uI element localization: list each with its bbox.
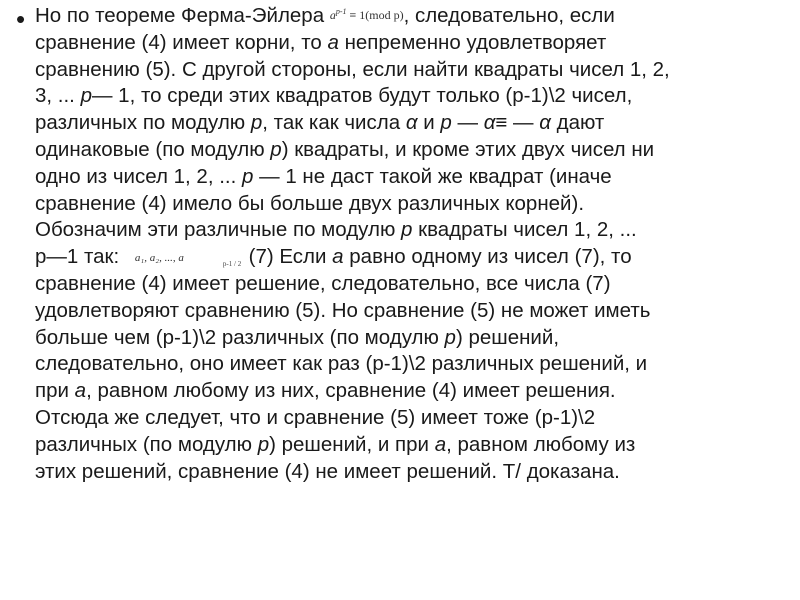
text-line [35, 83, 795, 110]
text-run: сравнение (4) имело бы больше двух различных корней). [35, 191, 585, 215]
math-variable: p [440, 111, 452, 135]
math-variable: α [405, 111, 418, 135]
math-variable: p [270, 137, 282, 161]
text-run: — 1 не даст такой же квадрат (иначе [253, 164, 612, 188]
text-run: дают [550, 111, 605, 135]
fermat-euler-formula: $a^{p-1} \equiv 1(mod$ p) [329, 7, 404, 23]
text-line [35, 3, 795, 30]
text-run: сравнение (4) имеет корни, то [35, 30, 328, 54]
math-variable: p [80, 84, 92, 108]
text-run: ) решений, и при [269, 432, 435, 456]
math-variable: a [434, 432, 447, 456]
text-line [35, 271, 795, 298]
text-run: Обозначим эти различные по модулю [35, 218, 402, 242]
text-run: — 1, то среди этих квадратов будут только (p-1)\2 чисел, [91, 84, 633, 108]
text-run: p—1 так: [35, 245, 125, 269]
math-variable: p [401, 218, 413, 242]
math-variable: p [242, 164, 254, 188]
text-line [35, 110, 795, 137]
math-variable: a [327, 30, 339, 54]
text-line [35, 378, 795, 405]
text-line [35, 137, 795, 164]
text-run: одно из чисел 1, 2, ... [35, 164, 243, 188]
text-run: Отсюда же следует, что и сравнение (5) имеет тоже (p-1)\2 [35, 405, 596, 429]
text-run: , так как числа [262, 111, 406, 135]
text-run: больше чем (p-1)\2 различных (по модулю [35, 325, 445, 349]
text-run: равно одному из чисел (7), то [343, 245, 632, 269]
math-variable: a [332, 245, 344, 269]
text-run: непременно удовлетворяет [338, 30, 607, 54]
text-run: при [35, 379, 75, 403]
text-run: этих решений, сравнение (4) не имеет решений. Т/ доказана. [35, 459, 620, 483]
text-line [35, 217, 795, 244]
text-run: ≡ — [495, 111, 540, 135]
math-variable: a [74, 379, 87, 403]
text-line [35, 432, 795, 459]
text-run: и [417, 111, 441, 135]
math-variable: p [250, 111, 263, 135]
text-line [35, 325, 795, 352]
text-line [35, 30, 795, 57]
residue-sequence-formula: a₁, a₂, ..., a p-1 / 2 [134, 251, 242, 268]
text-run: одинаковые (по модулю [35, 137, 271, 161]
text-line [35, 164, 795, 191]
text-run: следовательно, оно имеет как раз (p-1)\2 различных решений, и [35, 352, 648, 376]
text-run: квадраты чисел 1, 2, ... [412, 218, 637, 242]
math-variable: p [444, 325, 456, 349]
text-run: сравнение (4) имеет решение, следовательно, все числа (7) [35, 271, 611, 295]
text-run: , следовательно, если [403, 4, 615, 27]
text-run: удовлетворяют сравнению (5). Но сравнение (5) не может иметь [35, 298, 651, 322]
text-run: 3, ... [35, 84, 81, 108]
text-run: сравнению (5). С другой стороны, если найти квадраты чисел 1, 2, [35, 57, 670, 81]
text-line [35, 351, 795, 378]
math-variable: α [483, 111, 496, 135]
bullet-point: • [16, 4, 26, 34]
text-run: ) решений, [455, 325, 560, 349]
text-run: (7) Если [242, 245, 333, 269]
text-run: , равном любому из них, сравнение (4) имеет решения. [86, 379, 616, 403]
text-line [35, 244, 795, 271]
text-run: Но по теореме Ферма-Эйлера [35, 4, 330, 27]
text-run: — [451, 111, 484, 135]
text-line [35, 298, 795, 325]
math-variable: p [257, 432, 270, 456]
text-run: , равном любому из [446, 432, 636, 456]
text-run: ) квадраты, и кроме этих двух чисел ни [281, 137, 655, 161]
text-line [35, 191, 795, 218]
math-variable: α [539, 111, 551, 135]
text-line [35, 459, 795, 486]
text-run: различных (по модулю [35, 432, 258, 456]
text-run: различных по модулю [35, 111, 251, 135]
text-line [35, 57, 795, 84]
text-line [35, 405, 795, 432]
proof-text-block [35, 3, 795, 485]
